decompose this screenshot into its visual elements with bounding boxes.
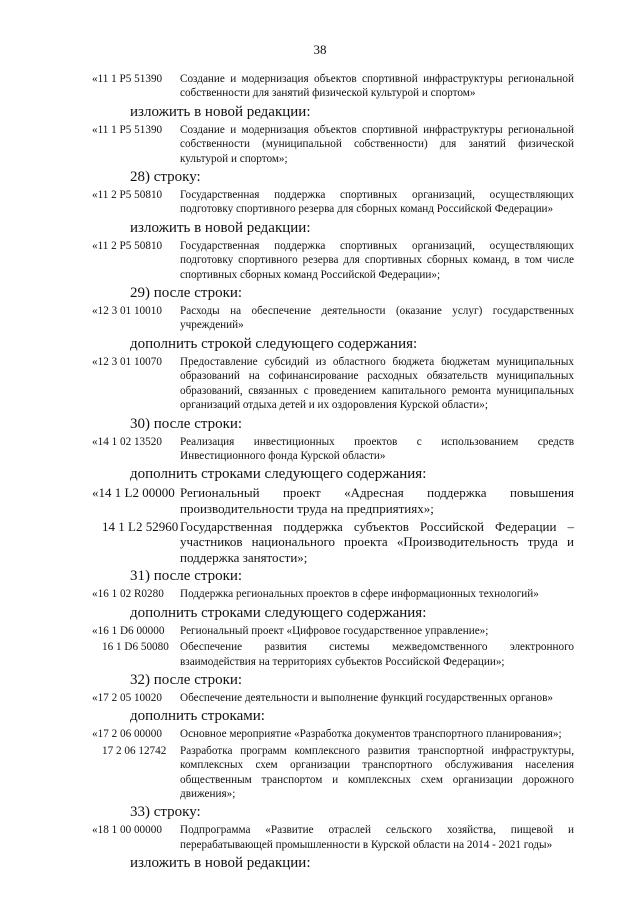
row-description: Создание и модернизация объектов спортивной инфраструктуры региональной собственности (муниципальной собственности) для занятий физической культурой и спортом»; [180, 123, 574, 165]
row-description: Региональный проект «Цифровое государственное управление»; [180, 624, 489, 637]
table-row [92, 691, 574, 705]
amendment-instruction: 30) после строки: [130, 415, 243, 432]
row-description: Реализация инвестиционных проектов с использованием средств Инвестиционного фонда Курской области» [180, 435, 574, 462]
amendment-instruction: изложить в новой редакции: [130, 103, 311, 120]
document-body [92, 72, 574, 874]
budget-code: «14 1 L2 00000 [92, 485, 175, 501]
row-description: Государственная поддержка субъектов Российской Федерации – участников национального проекта «Производительность труда и поддержка занятости»; [180, 518, 574, 565]
budget-code: «11 2 P5 50810 [92, 189, 163, 202]
amendment-instruction: дополнить строками следующего содержания: [130, 466, 427, 483]
table-row [92, 823, 574, 852]
budget-code: «11 1 P5 51390 [92, 73, 163, 85]
row-description: Подпрограмма «Развитие отраслей сельского хозяйства, пищевой и перерабатывающей промышленности в Курской области на 2014 - 2021 годы» [180, 824, 574, 851]
table-row [92, 587, 574, 601]
amendment-instruction: дополнить строками: [130, 708, 265, 725]
budget-code: «16 1 02 R0280 [92, 588, 164, 601]
amendment-instruction: изложить в новой редакции: [130, 855, 311, 872]
budget-code: «12 3 01 10070 [92, 355, 162, 368]
amendment-instruction: 31) после строки: [130, 568, 243, 585]
budget-code: «16 1 D6 00000 [92, 624, 165, 637]
row-description: Предоставление субсидий из областного бюджета бюджетам муниципальных образований на софинансирование расходных обязательств муниципальных образований, связанных с проведением капитального ремонта муниципальных организаций отдыха детей и их оздоровления Курской области»; [180, 355, 574, 412]
table-row [92, 640, 574, 669]
table-row [92, 727, 574, 741]
table-row [92, 519, 574, 566]
table-row [92, 72, 574, 101]
row-description: Государственная поддержка спортивных организаций, осуществляющих подготовку спортивного резерва для спортивных сборных команд, в том числе спортивных сборных команд Российской Федерации»; [180, 239, 574, 281]
row-description: Расходы на обеспечение деятельности (оказание услуг) государственных учреждений» [180, 305, 574, 332]
budget-code: «11 1 P5 51390 [92, 123, 163, 136]
table-row [92, 304, 574, 333]
row-description: Создание и модернизация объектов спортивной инфраструктуры региональной собственности для занятий физической культурой и спортом» [180, 73, 574, 100]
budget-code: 17 2 06 12742 [102, 744, 167, 757]
table-row [92, 188, 574, 217]
table-row [92, 355, 574, 413]
amendment-instruction: 29) после строки: [130, 285, 243, 302]
amendment-instruction: дополнить строками следующего содержания: [130, 604, 427, 621]
table-row [92, 624, 574, 638]
page-number: 38 [313, 42, 327, 57]
amendment-instruction: 33) строку: [130, 804, 201, 821]
row-description: Обеспечение развития системы межведомственного электронного взаимодействия на территориях субъектов Российской Федерации»; [180, 641, 574, 668]
budget-code: 14 1 L2 52960 [102, 518, 179, 534]
table-row [92, 485, 574, 516]
budget-code: 16 1 D6 50080 [102, 641, 169, 654]
row-description: Обеспечение деятельности и выполнение функций государственных органов» [180, 691, 553, 704]
table-row [92, 435, 574, 464]
table-row [92, 123, 574, 166]
budget-code: «11 2 P5 50810 [92, 239, 163, 252]
amendment-instruction: 32) после строки: [130, 671, 243, 688]
row-description: Региональный проект «Адресная поддержка повышения производительности труда на предприятиях»; [180, 485, 574, 516]
table-row [92, 744, 574, 802]
row-description: Государственная поддержка спортивных организаций, осуществляющих подготовку спортивного резерва для сборных команд Российской Федерации» [180, 189, 574, 216]
budget-code: «17 2 06 00000 [92, 728, 162, 741]
row-description: Основное мероприятие «Разработка документов транспортного планирования»; [180, 728, 562, 741]
budget-code: «14 1 02 13520 [92, 435, 162, 448]
budget-code: «12 3 01 10010 [92, 305, 162, 318]
row-description: Поддержка региональных проектов в сфере информационных технологий» [180, 588, 539, 601]
amendment-instruction: изложить в новой редакции: [130, 219, 311, 236]
row-description: Разработка программ комплексного развития транспортной инфраструктуры, комплексных схем организации транспортного обслуживания населения общественным транспортом и комплексных схем организации дорожного движения»; [180, 744, 574, 800]
amendment-instruction: дополнить строкой следующего содержания: [130, 335, 418, 352]
table-row [92, 239, 574, 282]
budget-code: «17 2 05 10020 [92, 691, 162, 704]
amendment-instruction: 28) строку: [130, 169, 201, 186]
budget-code: «18 1 00 00000 [92, 824, 162, 837]
